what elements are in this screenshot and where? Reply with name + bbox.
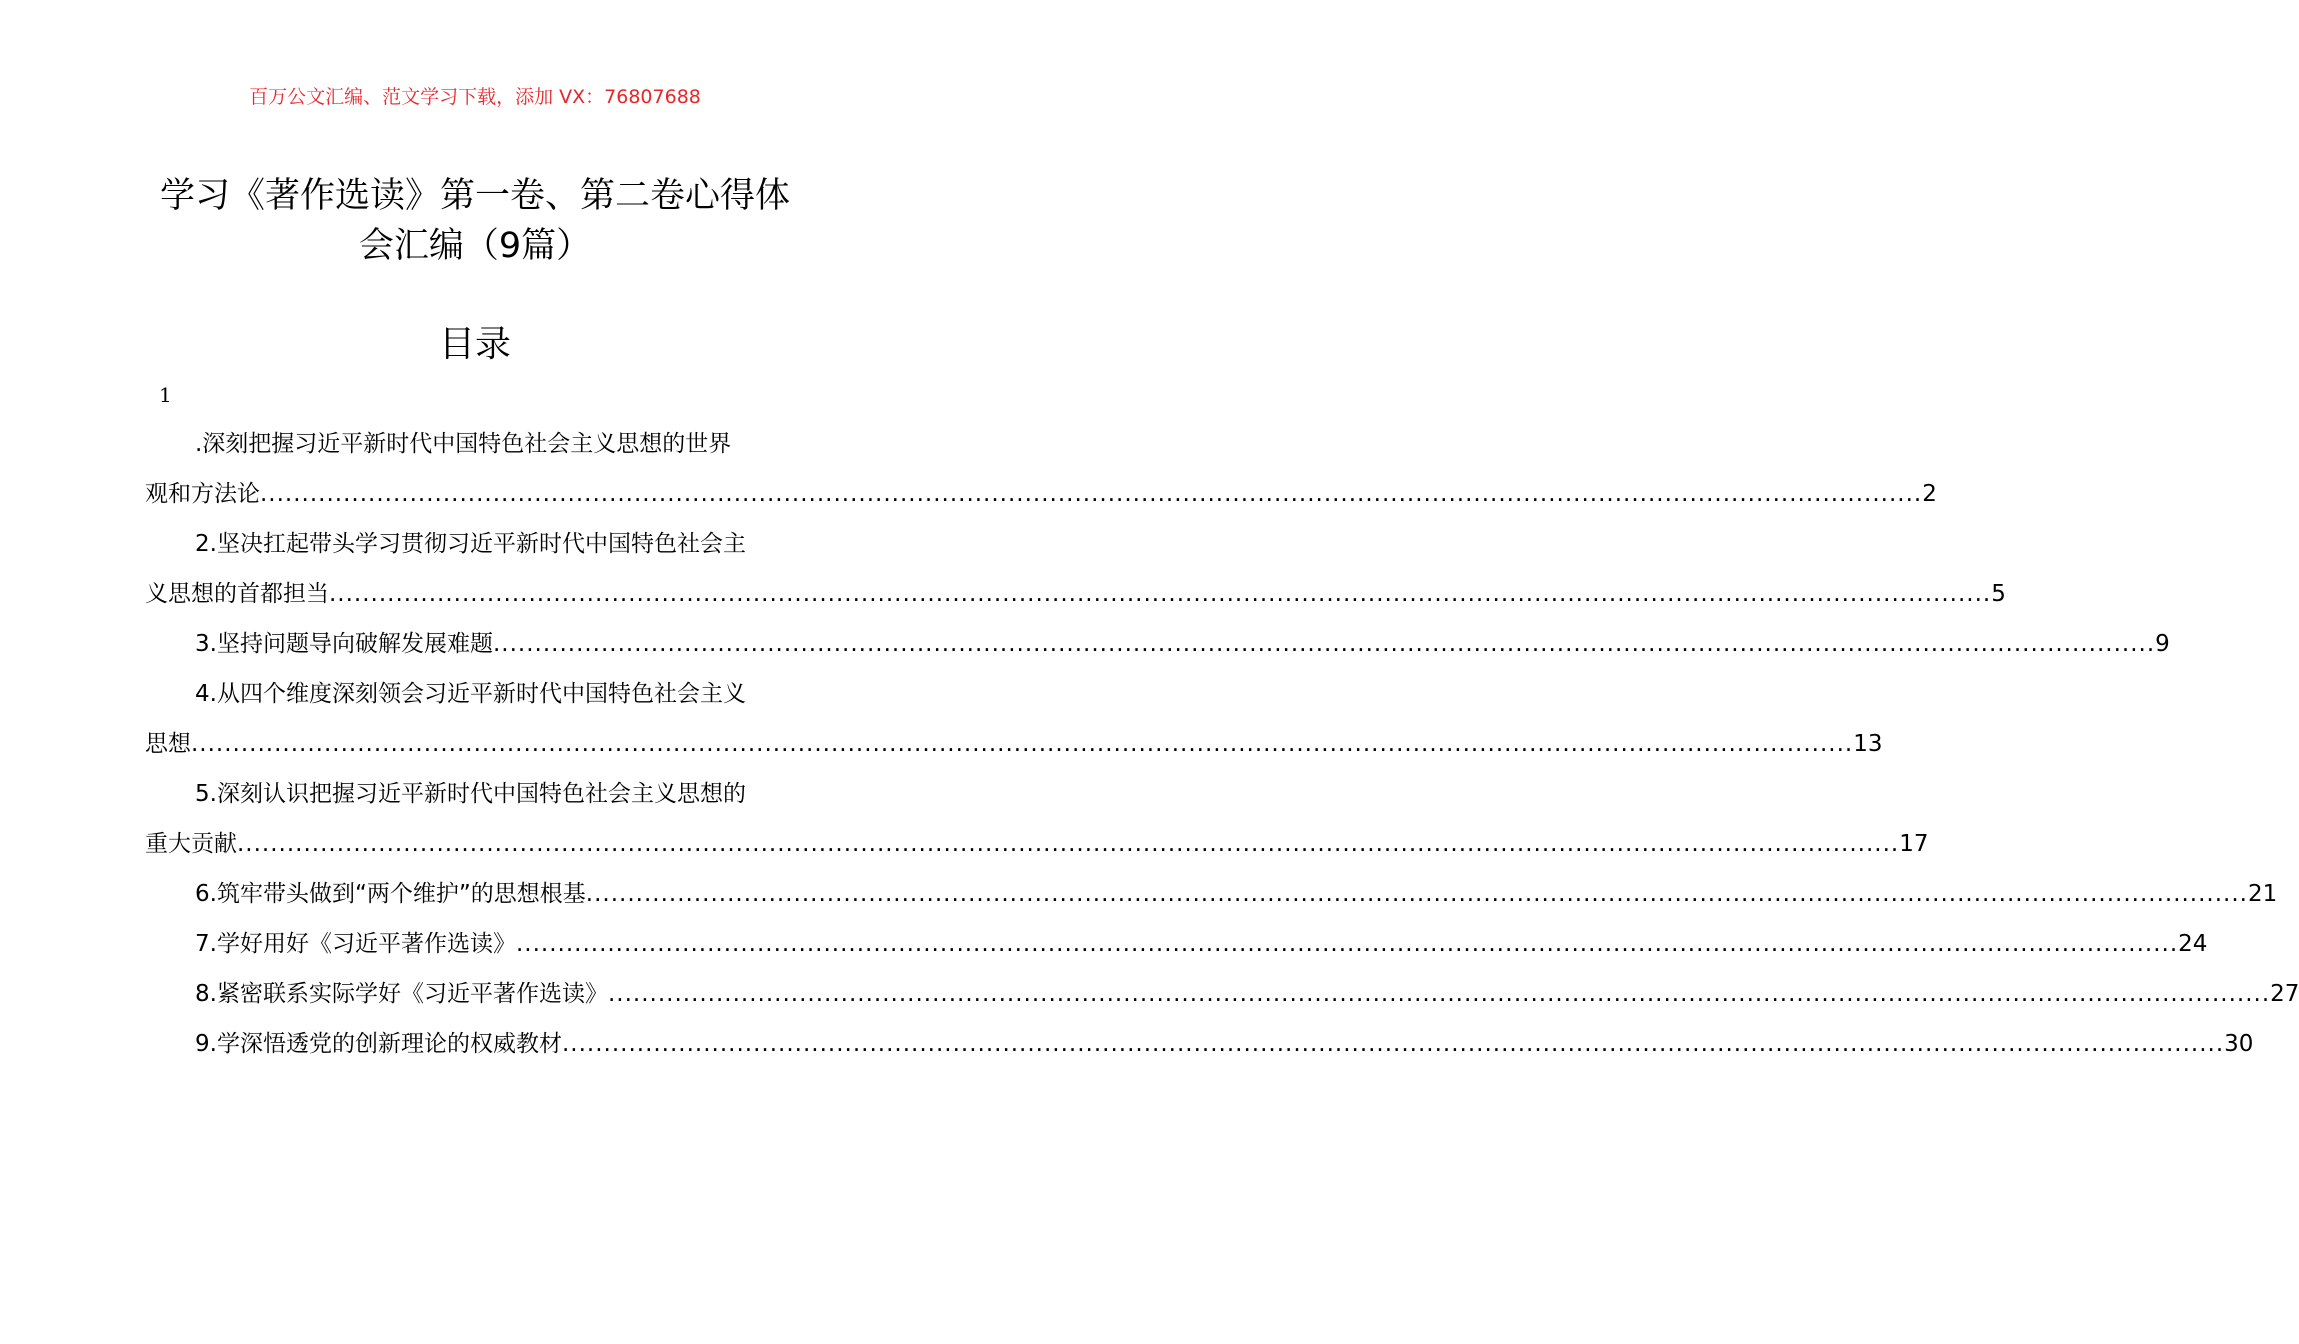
watermark-contact-text: 百万公文汇编、范文学习下载，添加 VX：76807688	[249, 86, 701, 108]
toc-entry-title: 2.坚决扛起带头学习贯彻习近平新时代中国特色社会主	[195, 531, 746, 557]
toc-entry-title: 重大贡献	[145, 831, 237, 857]
toc-entry-title: 义思想的首都担当	[145, 581, 329, 607]
dot-leader: ........................................................................................................................................................................................................	[329, 581, 1992, 607]
toc-entry-line[interactable]	[145, 869, 2278, 919]
toc-entry-line[interactable]	[145, 619, 2170, 669]
toc-entry-title: 5.深刻认识把握习近平新时代中国特色社会主义思想的	[195, 781, 746, 807]
toc-entry-line[interactable]	[145, 969, 2299, 1019]
toc-entry-title: 观和方法论	[145, 481, 260, 507]
toc-entry-line[interactable]	[145, 469, 1937, 519]
dot-leader: ........................................................................................................................................................................................................	[492, 631, 2156, 657]
toc-entry-title: 7.学好用好《习近平著作选读》	[195, 931, 516, 957]
toc-entry-title: 8.紧密联系实际学好《习近平著作选读》	[195, 981, 608, 1007]
toc-entry-title: 6.筑牢带头做到“两个维护”的思想根基	[195, 881, 586, 907]
toc-entry-title: 4.从四个维度深刻领会习近平新时代中国特色社会主义	[195, 681, 746, 707]
toc-heading: 目录	[438, 324, 511, 365]
toc-entry-line[interactable]	[145, 919, 2208, 969]
toc-entry-line[interactable]	[145, 669, 805, 719]
toc-page-number: 24	[2178, 931, 2208, 957]
toc-entry-line[interactable]	[145, 819, 1929, 869]
toc-page-number: 17	[1899, 831, 1929, 857]
toc-entry-title: 3.坚持问题导向破解发展难题	[195, 631, 493, 657]
toc-page-number: 2	[1922, 481, 1937, 507]
dot-leader: ........................................................................................................................................................................................................	[585, 881, 2248, 907]
stray-page-number: 1	[159, 383, 172, 407]
toc-entry-line[interactable]	[145, 769, 805, 819]
toc-page-number: 21	[2248, 881, 2278, 907]
toc-page-number: 30	[2224, 1031, 2254, 1057]
toc-entry-title: 思想	[145, 731, 191, 757]
toc-entry-line[interactable]	[145, 419, 805, 469]
toc-entry-title: 9.学深悟透党的创新理论的权威教材	[195, 1031, 562, 1057]
dot-leader: ........................................................................................................................................................................................................	[607, 981, 2271, 1007]
toc-entry-line[interactable]	[145, 719, 1883, 769]
document-title	[100, 171, 850, 271]
title-line: 会汇编（9篇）	[358, 226, 592, 266]
toc-entry-title: .深刻把握习近平新时代中国特色社会主义思想的世界	[195, 431, 732, 457]
toc-entry-line[interactable]	[145, 1019, 2254, 1069]
toc-page-number: 13	[1853, 731, 1883, 757]
toc-page-number: 27	[2270, 981, 2299, 1007]
dot-leader: ........................................................................................................................................................................................................	[561, 1031, 2225, 1057]
table-of-contents	[145, 419, 2299, 1069]
toc-page-number: 9	[2155, 631, 2170, 657]
toc-page-number: 5	[1991, 581, 2006, 607]
dot-leader: ........................................................................................................................................................................................................	[191, 731, 1854, 757]
title-line: 学习《著作选读》第一卷、第二卷心得体	[159, 176, 790, 216]
dot-leader: ........................................................................................................................................................................................................	[515, 931, 2179, 957]
dot-leader: ........................................................................................................................................................................................................	[260, 481, 1923, 507]
dot-leader: ........................................................................................................................................................................................................	[237, 831, 1900, 857]
toc-entry-line[interactable]	[145, 519, 805, 569]
toc-entry-line[interactable]	[145, 569, 2006, 619]
